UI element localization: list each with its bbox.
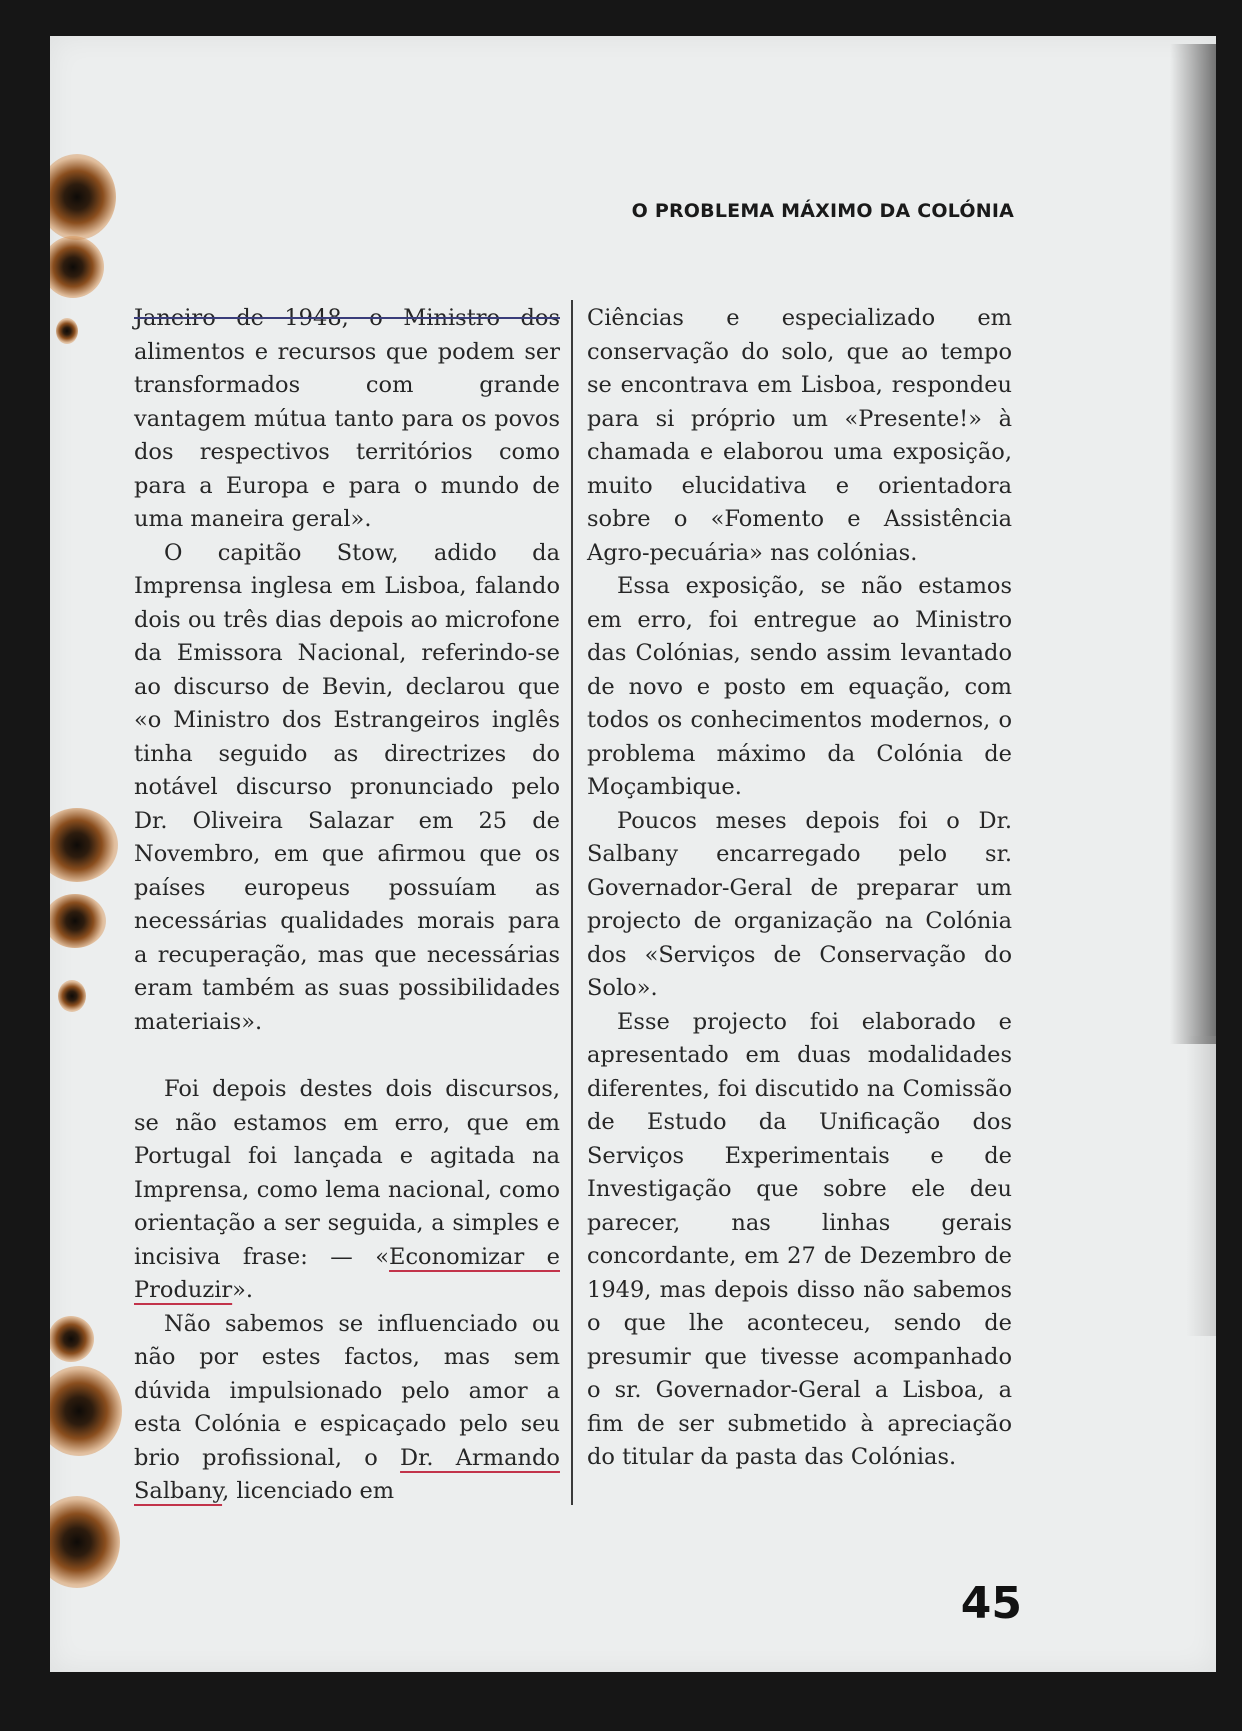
right-paragraph-2: Essa exposição, se não estamos em erro, foi entregue ao Ministro das Colónias, sendo assim levantado de novo e posto em equação, com todos os conhecimentos modernos, o problema máximo da Colónia de Moçambique. xyxy=(587,573,1012,800)
right-column xyxy=(587,302,1012,1475)
left-column xyxy=(134,302,560,1509)
underlined-name: Dr. Armando Salbany xyxy=(134,1444,560,1504)
burn-hole-4 xyxy=(50,808,118,882)
right-paragraph-1: Ciências e especializado em conservação do solo, que ao tempo se encontrava em Lisboa, respondeu para si próprio um «Presente!» à chamada e elaborou uma exposição, muito elucidativa e orientadora sobre o «Fomento e Assistência Agro-pecuária» nas colónias. xyxy=(587,305,1012,566)
left-paragraph-2: O capitão Stow, adido da Imprensa inglesa em Lisboa, falando dois ou três dias depois ao microfone da Emissora Nacional, referindo-se ao discurso de Bevin, declarou que «o Ministro dos Estrangeiros inglês tinha seguido as directrizes do notável discurso pronunciado pelo Dr. Oliveira Salazar em 25 de Novembro, em que afirmou que os países europeus possuíam as necessárias qualidades morais para a recuperação, mas que necessárias eram também as suas possibilidades materiais». xyxy=(134,539,560,1035)
burn-hole-1 xyxy=(50,154,116,240)
running-title: O PROBLEMA MÁXIMO DA COLÓNIA xyxy=(631,200,1014,222)
left-paragraph-4-text: Não sabemos se influenciado ou não por estes factos, mas sem dúvida impulsionado pelo amor a esta Colónia e espicaçado pelo seu brio profissional, o xyxy=(134,1310,560,1471)
left-paragraph-4-end: , licenciado em xyxy=(222,1478,395,1504)
left-paragraph-3-end: ». xyxy=(232,1277,254,1303)
left-paragraph-1 xyxy=(134,302,560,537)
right-paragraph-4: Esse projecto foi elaborado e apresentado em duas modalidades diferentes, foi discutido na Comissão de Estudo da Unificação dos Serviços Experimentais e de Investigação que sobre ele deu parecer, nas linhas gerais concordante, em 27 de Dezembro de 1949, mas depois disso não sabemos o que lhe aconteceu, sendo de presumir que tivesse acompanhado o sr. Governador-Geral a Lisboa, a fim de ser submetido à apreciação do titular da pasta das Colónias. xyxy=(587,1008,1012,1470)
burn-hole-9 xyxy=(50,1496,120,1588)
burn-hole-2 xyxy=(50,236,104,298)
column-divider xyxy=(571,300,573,1505)
page-number: 45 xyxy=(960,1578,1022,1629)
burn-hole-8 xyxy=(50,1366,122,1456)
edge-discoloration xyxy=(1170,44,1216,1044)
left-paragraph-4 xyxy=(134,1308,560,1509)
left-paragraph-3-text: Foi depois destes dois discursos, se não estamos em erro, que em Portugal foi lançada e agitada na Imprensa, como lema nacional, como orientação a ser seguida, a simples e incisiva frase: — « xyxy=(134,1076,560,1270)
burn-hole-6 xyxy=(58,980,86,1012)
burn-hole-7 xyxy=(50,1316,94,1362)
left-paragraph-1-text: alimentos e recursos que podem ser transformados com grande vantagem mútua tanto para os povos dos respectivos territórios como para a Europa e para o mundo de uma maneira geral». xyxy=(134,338,560,532)
burn-hole-3 xyxy=(56,318,78,344)
struck-out-line: Janeiro de 1948, o Ministro dos xyxy=(134,305,560,331)
burn-hole-5 xyxy=(50,894,106,948)
left-paragraph-3 xyxy=(134,1073,560,1308)
right-paragraph-3: Poucos meses depois foi o Dr. Salbany encarregado pelo sr. Governador-Geral de preparar um projecto de organização na Colónia dos «Serviços de Conservação do Solo». xyxy=(587,807,1012,1001)
edge-discoloration-lower xyxy=(1186,1036,1216,1336)
underlined-motto: Economizar e Produzir xyxy=(134,1243,560,1303)
